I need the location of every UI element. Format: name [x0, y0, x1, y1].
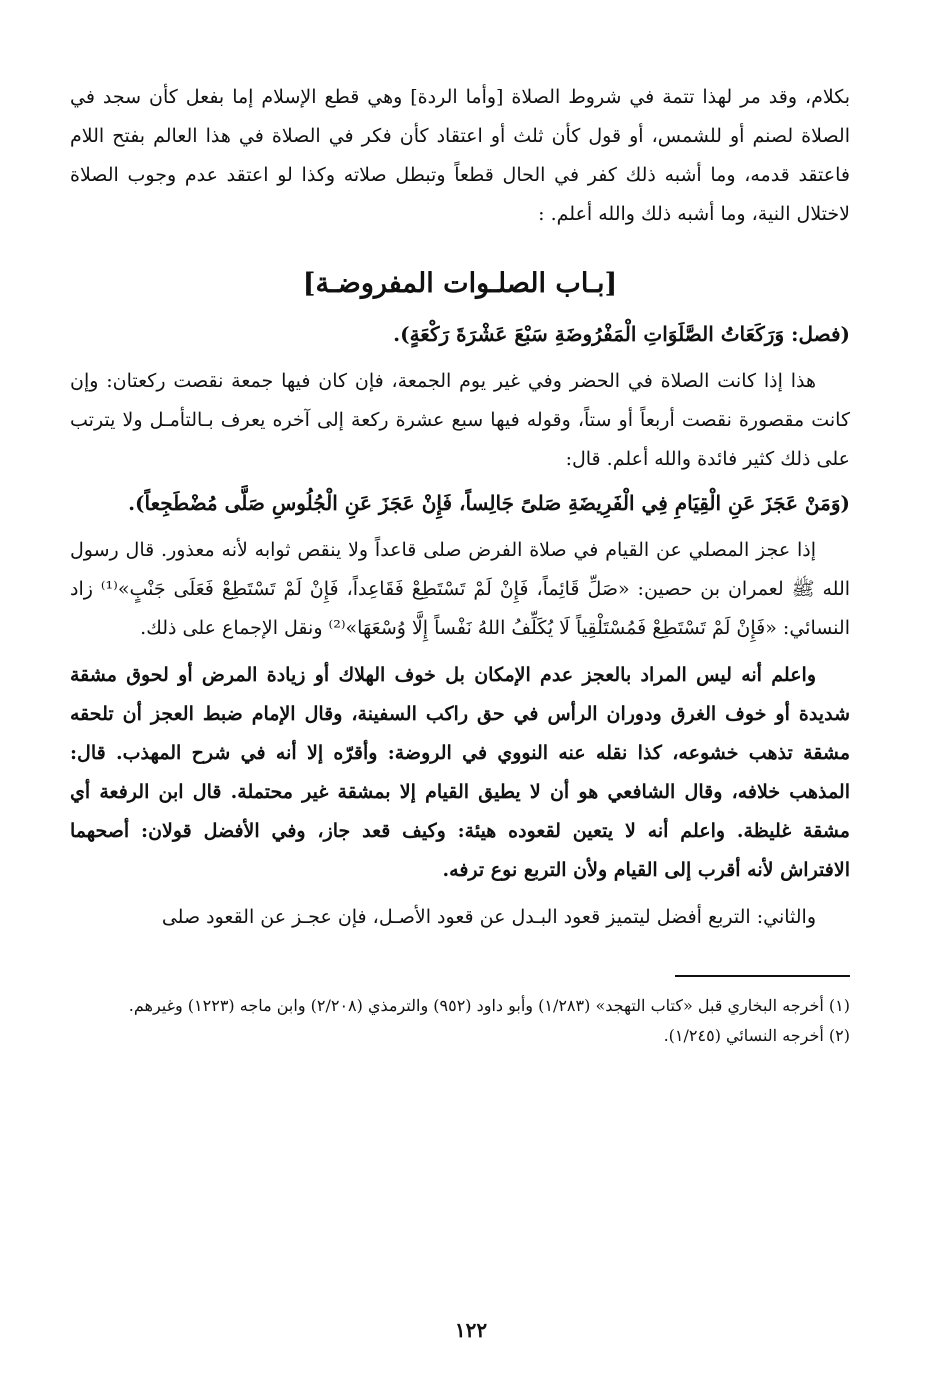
paragraph-inability: واعلم أنه ليس المراد بالعجز عدم الإمكان بل خوف الهلاك أو زيادة المرض أو لحوق مشقة شديدة أو خوف الغرق ودوران الرأس في حق راكب السفينة، وقال الإمام ضبط العجز أن تلحقه مشقة تذهب خشوعه، كذا نقله عنه النووي في الروضة: وأقرّه إلا أنه في شرح المهذب. قال: المذهب خلافه، وقال الشافعي هو أن لا يطيق القيام إلا بمشقة غير محتملة. قال ابن الرفعة أي مشقة غليظة. واعلم أنه لا يتعين لقعوده هيئة: وكيف قعد جاز، وفي الأفضل قولان: أصحهما الافتراش لأنه أقرب إلى القيام ولأن التربع نوع ترفه.: [70, 664, 850, 881]
fasl-quote: (فصل: وَرَكَعَاتُ الصَّلَوَاتِ الْمَفْرُوضَةِ سَبْعَ عَشْرَةَ رَكْعَةٍ).: [393, 322, 850, 346]
footnote-divider: [675, 975, 850, 977]
text-quote-standing: (وَمَنْ عَجَزَ عَنِ الْقِيَامِ فِي الْفَرِيضَةِ صَلىً جَالِساً، فَإِنْ عَجَزَ عَنِ الْجُلُوسِ صَلَّى مُضْطَجِعاً).: [128, 491, 850, 515]
footnote-1: (١) أخرجه البخاري قبل «كتاب التهجد» (١/٢٨٣) وأبو داود (٩٥٢) والترمذي (٢/٢٠٨) وابن ماجه (١٢٢٣) وغيرهم.: [128, 996, 850, 1015]
chapter-heading: [بـاب الصلـوات المفروضـة]: [302, 268, 618, 299]
paragraph-rakaat: هذا إذا كانت الصلاة في الحضر وفي غير يوم الجمعة، فإن كان فيها جمعة نقصت ركعتان: وإن كانت مقصورة نقصت أربعاً أو ستاً، وقوله فيها سبع عشرة ركعة إلى آخره يعرف بـالتأمـل ولا يترتب على ذلك كثير فائدة والله أعلم. قال:: [70, 370, 850, 470]
paragraph-hadith: إذا عجز المصلي عن القيام في صلاة الفرض صلى قاعداً ولا ينقص ثوابه لأنه معذور. قال رسول الله ﷺ لعمران بن حصين: «صَلِّ قَائِماً، فَإِنْ لَمْ تَسْتَطِعْ فَقَاعِداً، فَإِنْ لَمْ تَسْتَطِعْ فَعَلَى جَنْبٍ»⁽¹⁾ زاد النسائي: «فَإِنْ لَمْ تَسْتَطِعْ فَمُسْتَلْقِياً لَا يُكَلِّفُ اللهُ نَفْساً إِلَّا وُسْعَهَا»⁽²⁾ ونقل الإجماع على ذلك.: [70, 539, 851, 639]
paragraph-apostasy: بكلام، وقد مر لهذا تتمة في شروط الصلاة [وأما الردة] وهي قطع الإسلام إما بفعل كأن سجد في الصلاة لصنم أو للشمس، أو قول كأن ثلث أو اعتقاد كأن فكر في الصلاة في هذا العالم بفتح اللام فاعتقد قدمه، وما أشبه ذلك كفر في الحال قطعاً وتبطل صلاته وكذا لو اعتقد عدم وجوب الصلاة لاختلال النية، وما أشبه ذلك والله أعلم. :: [70, 86, 850, 225]
footnote-2: (٢) أخرجه النسائي (١/٢٤٥).: [663, 1026, 850, 1045]
page-number: ١٢٢: [454, 1318, 488, 1342]
page-body: [70, 78, 850, 1377]
paragraph-second-opinion: والثاني: التربع أفضل ليتميز قعود البـدل عن قعود الأصـل، فإن عجـز عن القعود صلى: [161, 906, 816, 928]
